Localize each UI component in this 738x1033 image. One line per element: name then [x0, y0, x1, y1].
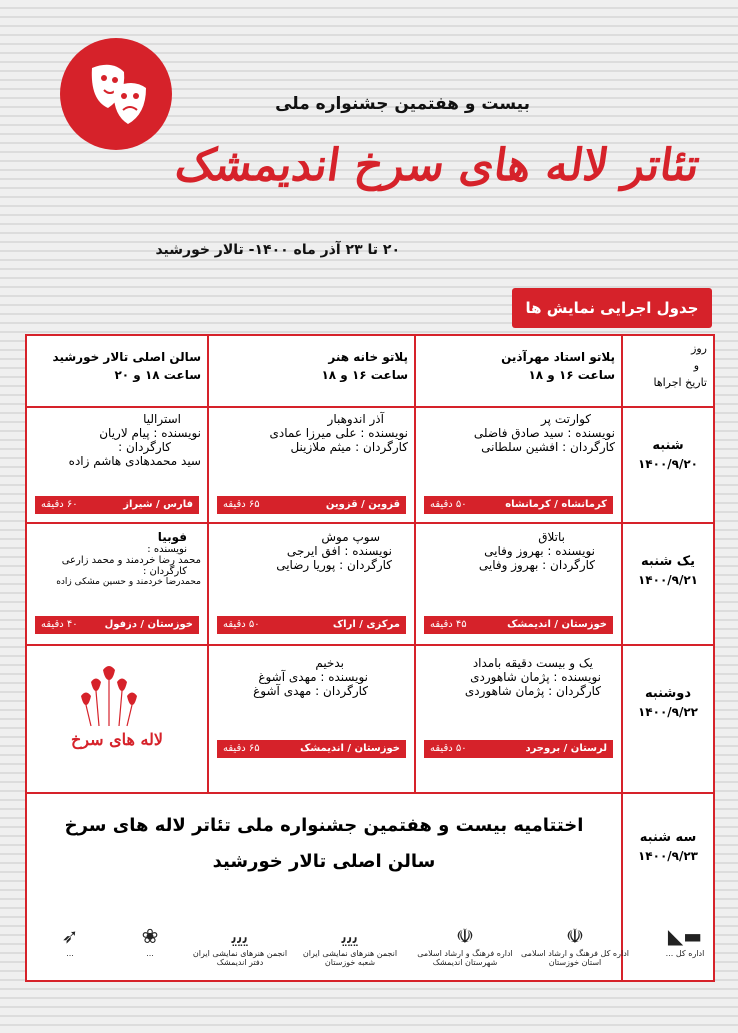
- sponsor-logo: [295, 923, 405, 967]
- wing-icon: ➶: [61, 924, 79, 948]
- sponsor-logo: [410, 923, 520, 967]
- corner-dates-label: تاریخ اجراها: [653, 376, 707, 389]
- show-writer: محمد رضا خردمند و محمد زارعی: [61, 555, 201, 566]
- date-line: ۲۰ تا ۲۳ آذر ماه ۱۴۰۰- تالار خورشید: [155, 242, 400, 258]
- show-info-bar: [35, 496, 199, 514]
- show-director: کارگردان : میثم ملازینل: [290, 440, 408, 454]
- iran-emblem-icon: ☫: [566, 924, 584, 948]
- sponsor-label: اداره کل ...: [665, 949, 705, 958]
- show-writer: نویسنده : پژمان شاهوردی: [470, 670, 601, 684]
- show-city: خوزستان / اندیمشک: [300, 743, 400, 754]
- venue-header-2: [209, 344, 414, 404]
- show-title: یک و بیست دقیقه بامداد: [472, 656, 593, 670]
- show-info-bar: [424, 496, 613, 514]
- show-cell: [416, 652, 621, 792]
- day-cell: [623, 826, 713, 867]
- day-name: دوشنبه: [644, 686, 692, 701]
- show-cell: [27, 526, 207, 644]
- iran-emblem-icon: ☫: [456, 924, 474, 948]
- day-name: یک شنبه: [641, 554, 695, 569]
- show-title: آذر اندوهبار: [327, 412, 384, 426]
- show-city: کرمانشاه / کرمانشاه: [505, 499, 607, 510]
- show-duration: ۴۵ دقیقه: [430, 619, 467, 630]
- show-title: فوبیا: [157, 530, 187, 544]
- venue-header-1: [416, 344, 621, 404]
- corner-and-label: و: [693, 359, 699, 372]
- show-duration: ۵۰ دقیقه: [430, 499, 467, 510]
- show-director: کارگردان : پوریا رضایی: [276, 558, 392, 572]
- day-name: سه شنبه: [639, 830, 697, 845]
- show-writer: نویسنده : سید صادق فاضلی: [473, 426, 615, 440]
- show-info-bar: [217, 616, 406, 634]
- show-cell: [209, 526, 414, 644]
- show-cell: [416, 408, 621, 522]
- show-info-bar: [217, 740, 406, 758]
- show-city: مرکزی / اراک: [332, 619, 400, 630]
- show-cell: [209, 652, 414, 792]
- show-city: خوزستان / اندیمشک: [507, 619, 607, 630]
- show-duration: ۴۰ دقیقه: [41, 619, 78, 630]
- festival-title: تئاتر لاله های سرخ اندیمشک: [172, 140, 703, 191]
- day-name: شنبه: [652, 438, 684, 453]
- show-writer: نویسنده : پیام لاریان: [99, 426, 201, 440]
- tulip-icon: ❀: [141, 924, 159, 948]
- venue-name: پلاتو خانه هنر: [328, 350, 408, 364]
- show-title: سوپ موش: [321, 530, 380, 544]
- show-title: کوارتت پر: [541, 412, 591, 426]
- show-duration: ۵۰ دقیقه: [430, 743, 467, 754]
- show-director-label: کارگردان :: [118, 440, 171, 454]
- corner-day-label: روز: [691, 342, 707, 355]
- show-writer-label: نویسنده :: [147, 544, 187, 555]
- festival-emblem: [27, 652, 207, 792]
- show-city: قزوین / قزوین: [325, 499, 400, 510]
- show-director: کارگردان : مهدی آشوغ: [253, 684, 368, 698]
- sponsor-logo: [115, 923, 185, 958]
- schedule-table: [25, 334, 715, 982]
- show-city: خوزستان / دزفول: [104, 619, 193, 630]
- sponsor-logos: [10, 915, 730, 1015]
- show-info-bar: [217, 496, 406, 514]
- sponsor-logo: [30, 923, 110, 958]
- show-city: فارس / شیراز: [123, 499, 193, 510]
- day-cell: [623, 550, 713, 591]
- show-director-label: کارگردان :: [142, 566, 187, 577]
- venue-header-3: [27, 344, 207, 404]
- show-duration: ۶۵ دقیقه: [223, 499, 260, 510]
- show-director: سید محمدهادی هاشم زاده: [68, 454, 201, 468]
- venue-name: پلاتو استاد مهرآذین: [501, 350, 615, 364]
- sponsor-logo: [640, 923, 730, 958]
- show-director: محمدرضا خردمند و حسین مشکی زاده: [56, 577, 201, 587]
- show-writer: نویسنده : علی میرزا عمادی: [269, 426, 408, 440]
- show-title: استرالیا: [143, 412, 181, 426]
- show-duration: ۵۰ دقیقه: [223, 619, 260, 630]
- show-director: کارگردان : پژمان شاهوردی: [464, 684, 601, 698]
- show-cell: [416, 526, 621, 644]
- closing-line-2: سالن اصلی تالار خورشید: [212, 851, 436, 872]
- sponsor-label: ...: [66, 949, 74, 958]
- day-date: ۱۴۰۰/۹/۲۰: [637, 457, 699, 471]
- day-date: ۱۴۰۰/۹/۲۳: [637, 849, 699, 863]
- show-title: بدخیم: [315, 656, 344, 670]
- festival-subtitle: بیست و هفتمین جشنواره ملی: [275, 94, 530, 114]
- day-cell: [623, 682, 713, 723]
- closing-line-1: اختتامیه بیست و هفتمین جشنواره ملی تئاتر لاله های سرخ: [64, 815, 584, 836]
- day-cell: [623, 434, 713, 475]
- show-city: لرستان / بروجرد: [525, 743, 607, 754]
- sponsor-label: اداره فرهنگ و ارشاد اسلامی شهرستان اندیمشک: [417, 949, 513, 967]
- show-cell: [209, 408, 414, 522]
- show-writer: نویسنده : بهروز وفایی: [484, 544, 595, 558]
- theatre-icon: ▬◣: [667, 924, 703, 948]
- sponsor-label: انجمن هنرهای نمایشی ایران دفتر اندیمشک: [192, 949, 288, 967]
- sponsor-label: ...: [146, 949, 154, 958]
- sponsor-label: انجمن هنرهای نمایشی ایران شعبه خوزستان: [302, 949, 398, 967]
- show-writer: نویسنده : افق ایرجی: [286, 544, 392, 558]
- show-info-bar: [424, 616, 613, 634]
- show-info-bar: [35, 616, 199, 634]
- theatre-mask-icon: [60, 38, 172, 150]
- show-duration: ۶۵ دقیقه: [223, 743, 260, 754]
- show-info-bar: [424, 740, 613, 758]
- schedule-label: جدول اجرایی نمایش ها: [512, 288, 712, 328]
- sponsor-logo: [190, 923, 290, 967]
- show-duration: ۶۰ دقیقه: [41, 499, 78, 510]
- venue-times: ساعت ۱۶ و ۱۸: [321, 368, 408, 382]
- theatre-masks-logo: [60, 38, 172, 150]
- venue-times: ساعت ۱۸ و ۲۰: [114, 368, 201, 382]
- show-writer: نویسنده : مهدی آشوغ: [258, 670, 368, 684]
- venue-times: ساعت ۱۶ و ۱۸: [528, 368, 615, 382]
- show-cell: [27, 408, 207, 522]
- sponsor-label: اداره کل فرهنگ و ارشاد اسلامی استان خوزستان: [521, 949, 629, 967]
- emblem-text: لاله های سرخ: [70, 730, 164, 749]
- nmm-icon: ﯾﯾﯾ: [231, 924, 249, 948]
- day-date: ۱۴۰۰/۹/۲۲: [637, 705, 699, 719]
- nmm-icon: ﯾﯾﯾ: [341, 924, 359, 948]
- show-director: کارگردان : افشین سلطانی: [481, 440, 615, 454]
- day-date: ۱۴۰۰/۹/۲۱: [637, 573, 699, 587]
- show-title: باتلاق: [538, 530, 565, 544]
- show-director: کارگردان : بهروز وفایی: [478, 558, 595, 572]
- corner-header: [623, 336, 713, 406]
- venue-name: سالن اصلی تالار خورشید: [52, 350, 201, 364]
- sponsor-logo: [520, 923, 630, 967]
